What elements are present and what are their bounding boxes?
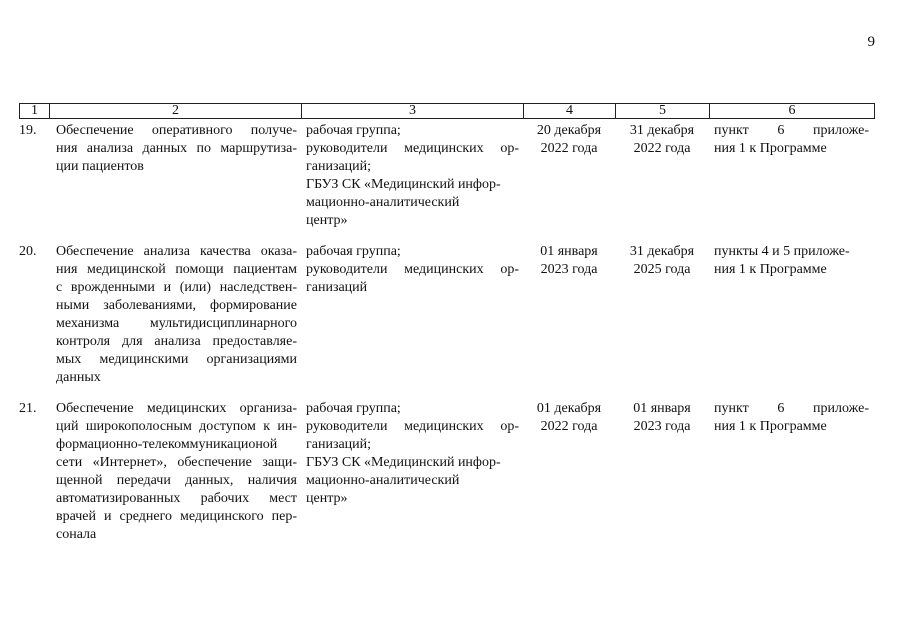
basis-line: ния 1 к Программе <box>714 141 827 156</box>
task-line: Обеспечение оперативного получе- <box>56 123 297 138</box>
task-line: сонала <box>56 527 97 542</box>
date-line: 2022 года <box>540 141 598 156</box>
executor-line: мационно-аналитический <box>306 473 460 488</box>
header-col-1: 1 <box>20 104 50 118</box>
executor-line: ГБУЗ СК «Медицинский инфор- <box>306 455 501 470</box>
task-line: щенной передачи данных, наличия <box>56 473 297 488</box>
executor-line: рабочая группа; <box>306 123 401 138</box>
row-executors <box>306 400 519 508</box>
executor-line: центр» <box>306 491 348 506</box>
header-col-4: 4 <box>524 104 616 118</box>
executor-line: ГБУЗ СК «Медицинский инфор- <box>306 177 501 192</box>
executor-line: ганизаций; <box>306 159 372 174</box>
executor-line: мационно-аналитический <box>306 195 460 210</box>
date-line: 2022 года <box>633 141 691 156</box>
date-line: 01 декабря <box>536 401 602 416</box>
executor-line: ганизаций; <box>306 437 372 452</box>
row-executors <box>306 243 519 297</box>
row-task <box>56 122 297 176</box>
row-end-date <box>617 122 707 158</box>
executor-line: рабочая группа; <box>306 401 401 416</box>
basis-line: пункт 6 приложе- <box>714 401 869 416</box>
date-line: 01 января <box>633 401 691 416</box>
date-line: 20 декабря <box>536 123 602 138</box>
basis-line: ния 1 к Программе <box>714 262 827 277</box>
date-line: 31 декабря <box>629 123 695 138</box>
row-number: 20. <box>19 244 37 259</box>
task-line: автоматизированных рабочих мест <box>56 491 297 506</box>
row-start-date <box>524 122 614 158</box>
row-executors <box>306 122 519 230</box>
header-col-5: 5 <box>616 104 710 118</box>
executor-line: руководители медицинских ор- <box>306 141 519 156</box>
header-col-3: 3 <box>302 104 524 118</box>
executor-line: руководители медицинских ор- <box>306 262 519 277</box>
row-number: 21. <box>19 401 37 416</box>
task-line: формационно-телекоммуникационой <box>56 437 278 452</box>
basis-line: пункты 4 и 5 приложе- <box>714 244 850 259</box>
date-line: 2025 года <box>633 262 691 277</box>
task-line: Обеспечение анализа качества оказа- <box>56 244 297 259</box>
task-line: ций широкополосным доступом к ин- <box>56 419 297 434</box>
task-line: Обеспечение медицинских организа- <box>56 401 297 416</box>
row-end-date <box>617 400 707 436</box>
table-header-row <box>19 103 875 119</box>
task-line: мых медицинскими организациями <box>56 352 297 367</box>
task-line: врачей и среднего медицинского пер- <box>56 509 297 524</box>
row-task <box>56 400 297 544</box>
executor-line: центр» <box>306 213 348 228</box>
date-line: 2023 года <box>540 262 598 277</box>
date-line: 2022 года <box>540 419 598 434</box>
date-line: 2023 года <box>633 419 691 434</box>
executor-line: руководители медицинских ор- <box>306 419 519 434</box>
date-line: 01 января <box>540 244 598 259</box>
header-col-2: 2 <box>50 104 302 118</box>
task-line: ции пациентов <box>56 159 144 174</box>
basis-line: пункт 6 приложе- <box>714 123 869 138</box>
task-line: данных <box>56 370 101 385</box>
task-line: ния анализа данных по маршрутиза- <box>56 141 297 156</box>
header-col-6: 6 <box>788 103 796 118</box>
basis-line: ния 1 к Программе <box>714 419 827 434</box>
executor-line: ганизаций <box>306 280 368 295</box>
date-line: 31 декабря <box>629 244 695 259</box>
task-line: ными заболеваниями, формирование <box>56 298 297 313</box>
task-line: ния медицинской помощи пациентам <box>56 262 297 277</box>
row-end-date <box>617 243 707 279</box>
task-line: сети «Интернет», обеспечение защи- <box>56 455 297 470</box>
row-start-date <box>524 400 614 436</box>
row-task <box>56 243 297 387</box>
row-basis <box>714 122 869 158</box>
row-basis <box>714 243 869 279</box>
task-line: механизма мультидисциплинарного <box>56 316 297 331</box>
task-line: с врожденными и (или) наследствен- <box>56 280 297 295</box>
row-basis <box>714 400 869 436</box>
task-line: контроля для анализа предоставляе- <box>56 334 297 349</box>
row-number: 19. <box>19 123 37 138</box>
page-number: 9 <box>867 34 875 50</box>
row-start-date <box>524 243 614 279</box>
executor-line: рабочая группа; <box>306 244 401 259</box>
